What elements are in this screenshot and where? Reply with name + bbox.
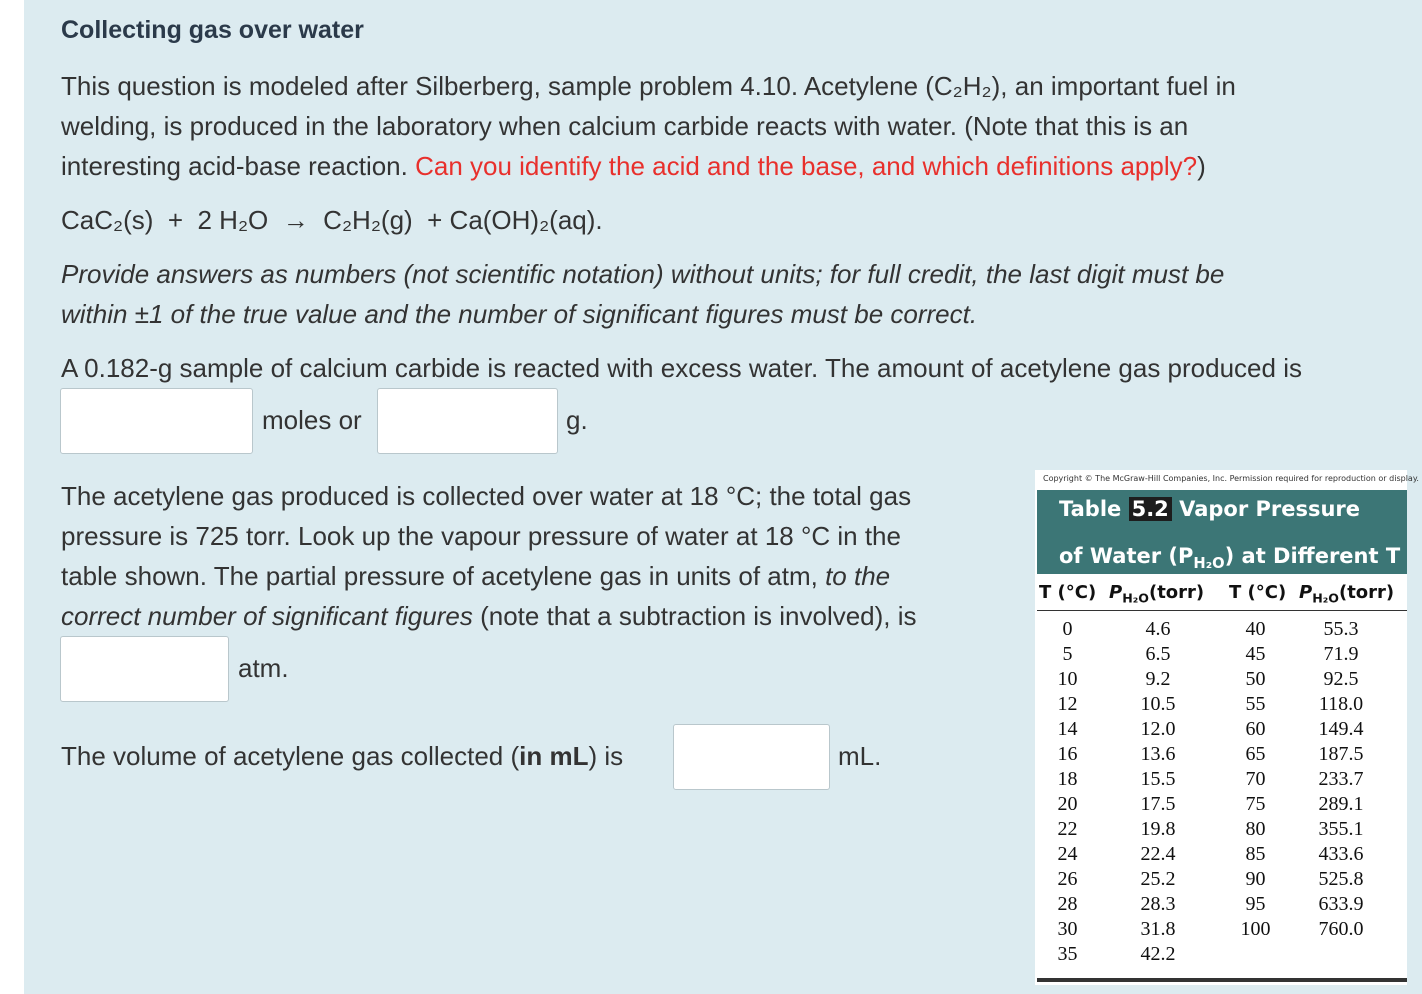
pressure-cell: 9.2	[1145, 668, 1171, 690]
table-column-headers: T (°C) $P_{H_2O}(torr)$ T (°C) $P_{H_2O}(torr)$	[1037, 580, 1407, 611]
instructions-line-1: Provide answers as numbers (not scientific notation) without units; for full credit, the last digit must be	[61, 259, 1225, 289]
table-body	[1035, 618, 1407, 968]
moles-label: moles or	[262, 405, 362, 435]
grams-answer-input[interactable]	[377, 388, 558, 454]
temperature-cell: 12	[1057, 693, 1078, 715]
table-row	[1035, 743, 1407, 768]
vapor-pressure-table	[1035, 470, 1419, 985]
pressure-cell: 433.6	[1318, 843, 1364, 865]
intro-line-2: welding, is produced in the laboratory when calcium carbide reacts with water. (Note that this is an	[61, 111, 1189, 141]
pressure-cell: 71.9	[1323, 643, 1359, 665]
intro-paragraph	[61, 66, 1236, 186]
table-bottom-rule	[1037, 978, 1407, 982]
temperature-cell: 26	[1057, 868, 1078, 890]
pressure-cell: 92.5	[1323, 668, 1359, 690]
table-row	[1035, 868, 1407, 893]
temperature-cell: 85	[1245, 843, 1266, 865]
pressure-cell: 42.2	[1140, 943, 1176, 965]
temperature-cell: 22	[1057, 818, 1078, 840]
intro-line-1: This question is modeled after Silberberg, sample problem 4.10. Acetylene (C₂H₂), an important fuel in	[61, 71, 1236, 101]
table-row	[1035, 793, 1407, 818]
table-row	[1035, 643, 1407, 668]
temperature-cell: 14	[1057, 718, 1078, 740]
moles-answer-input[interactable]	[60, 388, 253, 454]
pressure-cell: 633.9	[1318, 893, 1364, 915]
pressure-cell: 4.6	[1145, 618, 1171, 640]
pressure-cell: 28.3	[1140, 893, 1176, 915]
table-row	[1035, 818, 1407, 843]
pressure-cell: 760.0	[1318, 918, 1364, 940]
pressure-cell: 19.8	[1140, 818, 1176, 840]
temperature-cell: 50	[1245, 668, 1266, 690]
pressure-cell: 149.4	[1318, 718, 1364, 740]
pressure-cell: 22.4	[1140, 843, 1176, 865]
table-number: 5.2	[1129, 497, 1172, 521]
temperature-cell: 45	[1245, 643, 1266, 665]
table-row	[1035, 918, 1407, 943]
pressure-cell: 355.1	[1318, 818, 1364, 840]
pressure-cell: 13.6	[1140, 743, 1176, 765]
q2-text: The acetylene gas produced is collected over water at 18 °C; the total gas pressure is 725 torr. Look up the vapour pressure of water at 18 °C in the table shown. The partial pressure of acetylene gas in units of atm, to the correct number of significant figures (note that a subtraction is involved), is	[61, 481, 917, 631]
temperature-cell: 28	[1057, 893, 1078, 915]
temperature-cell: 80	[1245, 818, 1266, 840]
table-row	[1035, 693, 1407, 718]
temperature-cell: 40	[1245, 618, 1266, 640]
table-row	[1035, 618, 1407, 643]
temperature-cell: 20	[1057, 793, 1078, 815]
pressure-cell: 187.5	[1318, 743, 1364, 765]
temperature-cell: 35	[1057, 943, 1078, 965]
pressure-cell: 525.8	[1318, 868, 1364, 890]
table-header: Table 5.2 Vapor Pressure	[1037, 490, 1407, 540]
pressure-cell: 31.8	[1140, 918, 1176, 940]
temperature-cell: 0	[1062, 618, 1073, 640]
intro-line-3: interesting acid-base reaction. Can you identify the acid and the base, and which definitions apply?)	[61, 151, 1206, 181]
table-row	[1035, 843, 1407, 868]
atm-label: atm.	[238, 653, 289, 683]
temperature-cell: 55	[1245, 693, 1266, 715]
temperature-cell: 95	[1245, 893, 1266, 915]
pressure-answer-input[interactable]	[60, 636, 229, 702]
instructions	[61, 254, 1224, 334]
pressure-cell: 25.2	[1140, 868, 1176, 890]
pressure-cell: 289.1	[1318, 793, 1364, 815]
temperature-cell: 18	[1057, 768, 1078, 790]
pressure-cell: 55.3	[1323, 618, 1359, 640]
temperature-cell: 70	[1245, 768, 1266, 790]
grams-label: g.	[566, 405, 588, 435]
temperature-cell: 75	[1245, 793, 1266, 815]
acid-base-prompt: Can you identify the acid and the base, and which definitions apply?	[415, 151, 1198, 181]
temperature-cell: 30	[1057, 918, 1078, 940]
table-copyright: Copyright © The McGraw-Hill Companies, Inc. Permission required for reproduction or display.	[1043, 474, 1419, 483]
temperature-cell: 16	[1057, 743, 1078, 765]
temperature-cell: 90	[1245, 868, 1266, 890]
temperature-cell: 100	[1240, 918, 1271, 940]
temperature-cell: 65	[1245, 743, 1266, 765]
temperature-cell: 10	[1057, 668, 1078, 690]
pressure-cell: 12.0	[1140, 718, 1176, 740]
temperature-cell: 24	[1057, 843, 1078, 865]
reaction-equation: CaC₂(s) + 2 H₂O → C₂H₂(g) + Ca(OH)₂(aq).	[61, 205, 603, 235]
ml-label: mL.	[838, 741, 882, 771]
pressure-cell: 6.5	[1145, 643, 1171, 665]
table-header-line-2: of Water $(P_{H_2O})$ at Different T	[1037, 540, 1407, 574]
q1-text: A 0.182-g sample of calcium carbide is reacted with excess water. The amount of acetylene gas produced is	[61, 353, 1302, 383]
table-row	[1035, 718, 1407, 743]
pressure-cell: 118.0	[1318, 693, 1364, 715]
pressure-cell: 17.5	[1140, 793, 1176, 815]
pressure-cell: 10.5	[1140, 693, 1176, 715]
temperature-cell: 5	[1062, 643, 1073, 665]
table-row	[1035, 893, 1407, 918]
question-title: Collecting gas over water	[61, 16, 364, 44]
instructions-line-2: within ±1 of the true value and the number of significant figures must be correct.	[61, 299, 978, 329]
temperature-cell: 60	[1245, 718, 1266, 740]
volume-answer-input[interactable]	[673, 724, 830, 790]
pressure-cell: 15.5	[1140, 768, 1176, 790]
q3-text: The volume of acetylene gas collected (in mL) is	[61, 741, 624, 771]
table-row	[1035, 768, 1407, 793]
pressure-cell: 233.7	[1318, 768, 1364, 790]
table-row	[1035, 943, 1407, 968]
table-row	[1035, 668, 1407, 693]
